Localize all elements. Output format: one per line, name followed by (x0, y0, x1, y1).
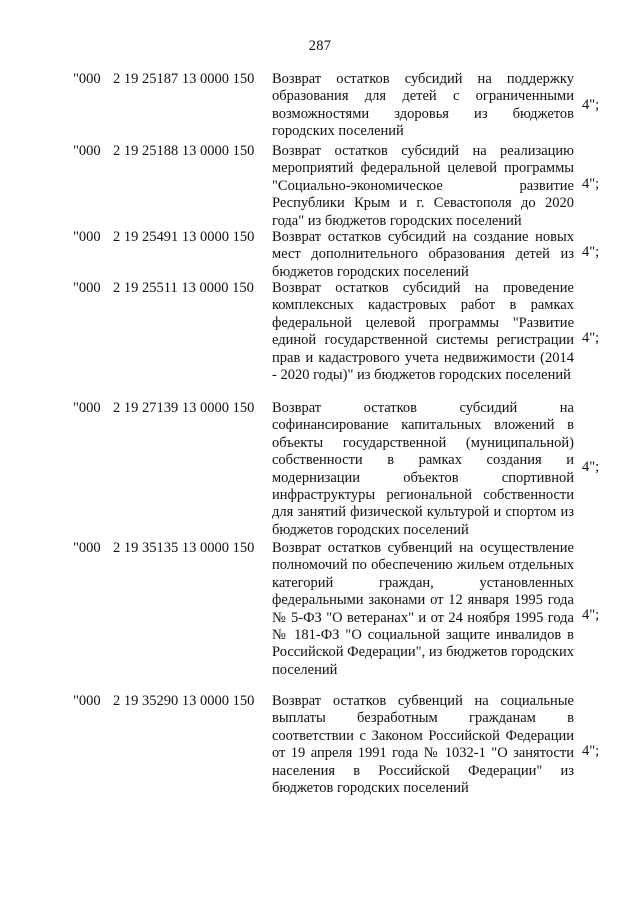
page-number: 287 (308, 38, 332, 54)
budget-code: 2 19 25491 13 0000 150 (113, 229, 255, 245)
row-suffix: 4"; (582, 743, 600, 759)
code-prefix: "000 (73, 143, 101, 159)
row-description: Возврат остатков субсидий на проведение комплексных кадастровых работ в рамках федеральной целевой программы "Развитие единой государственной системы регистрации прав и кадастрового учета недвижимости (2014 - 2020 годы)" из бюджетов городских поселений (272, 280, 574, 384)
code-prefix: "000 (73, 400, 101, 416)
row-suffix: 4"; (582, 607, 600, 623)
row-description: Возврат остатков субвенций на осуществление полномочий по обеспечению жильем отдельных категорий граждан, установленных федеральными законами от 12 января 1995 года № 5-ФЗ "О ветеранах" и от 24 ноября 1995 года № 181-ФЗ "О социальной защите инвалидов в Российской Федерации", из бюджетов городских поселений (272, 540, 574, 678)
budget-code: 2 19 25511 13 0000 150 (113, 280, 254, 296)
row-suffix: 4"; (582, 244, 600, 260)
row-description: Возврат остатков субсидий на реализацию мероприятий федеральной целевой программы "Социально-экономическое развитие Республики Крым и г. Севастополя до 2020 года" из бюджетов городских поселений (272, 143, 574, 229)
code-prefix: "000 (73, 693, 101, 709)
row-description: Возврат остатков субсидий на софинансирование капитальных вложений в объекты государственной (муниципальной) собственности в рамках создания и модернизации объектов спортивной инфраструктуры региональной собственности для занятий физической культурой и спортом из бюджетов городских поселений (272, 400, 574, 538)
row-suffix: 4"; (582, 176, 600, 192)
row-suffix: 4"; (582, 459, 600, 475)
row-description: Возврат остатков субсидий на создание новых мест дополнительного образования детей из бюджетов городских поселений (272, 229, 574, 280)
row-suffix: 4"; (582, 330, 600, 346)
budget-code: 2 19 25187 13 0000 150 (113, 71, 255, 87)
budget-code: 2 19 35135 13 0000 150 (113, 540, 255, 556)
row-description: Возврат остатков субвенций на социальные выплаты безработным гражданам в соответствии с Законом Российской Федерации от 19 апреля 1991 года № 1032-1 "О занятости населения в Российской Федерации" из бюджетов городских поселений (272, 693, 574, 797)
row-description: Возврат остатков субсидий на поддержку образования для детей с ограниченными возможностями здоровья из бюджетов городских поселений (272, 71, 574, 140)
budget-code: 2 19 25188 13 0000 150 (113, 143, 255, 159)
code-prefix: "000 (73, 280, 101, 296)
budget-code: 2 19 27139 13 0000 150 (113, 400, 255, 416)
code-prefix: "000 (73, 540, 101, 556)
code-prefix: "000 (73, 229, 101, 245)
code-prefix: "000 (73, 71, 101, 87)
row-suffix: 4"; (582, 97, 600, 113)
budget-code: 2 19 35290 13 0000 150 (113, 693, 255, 709)
